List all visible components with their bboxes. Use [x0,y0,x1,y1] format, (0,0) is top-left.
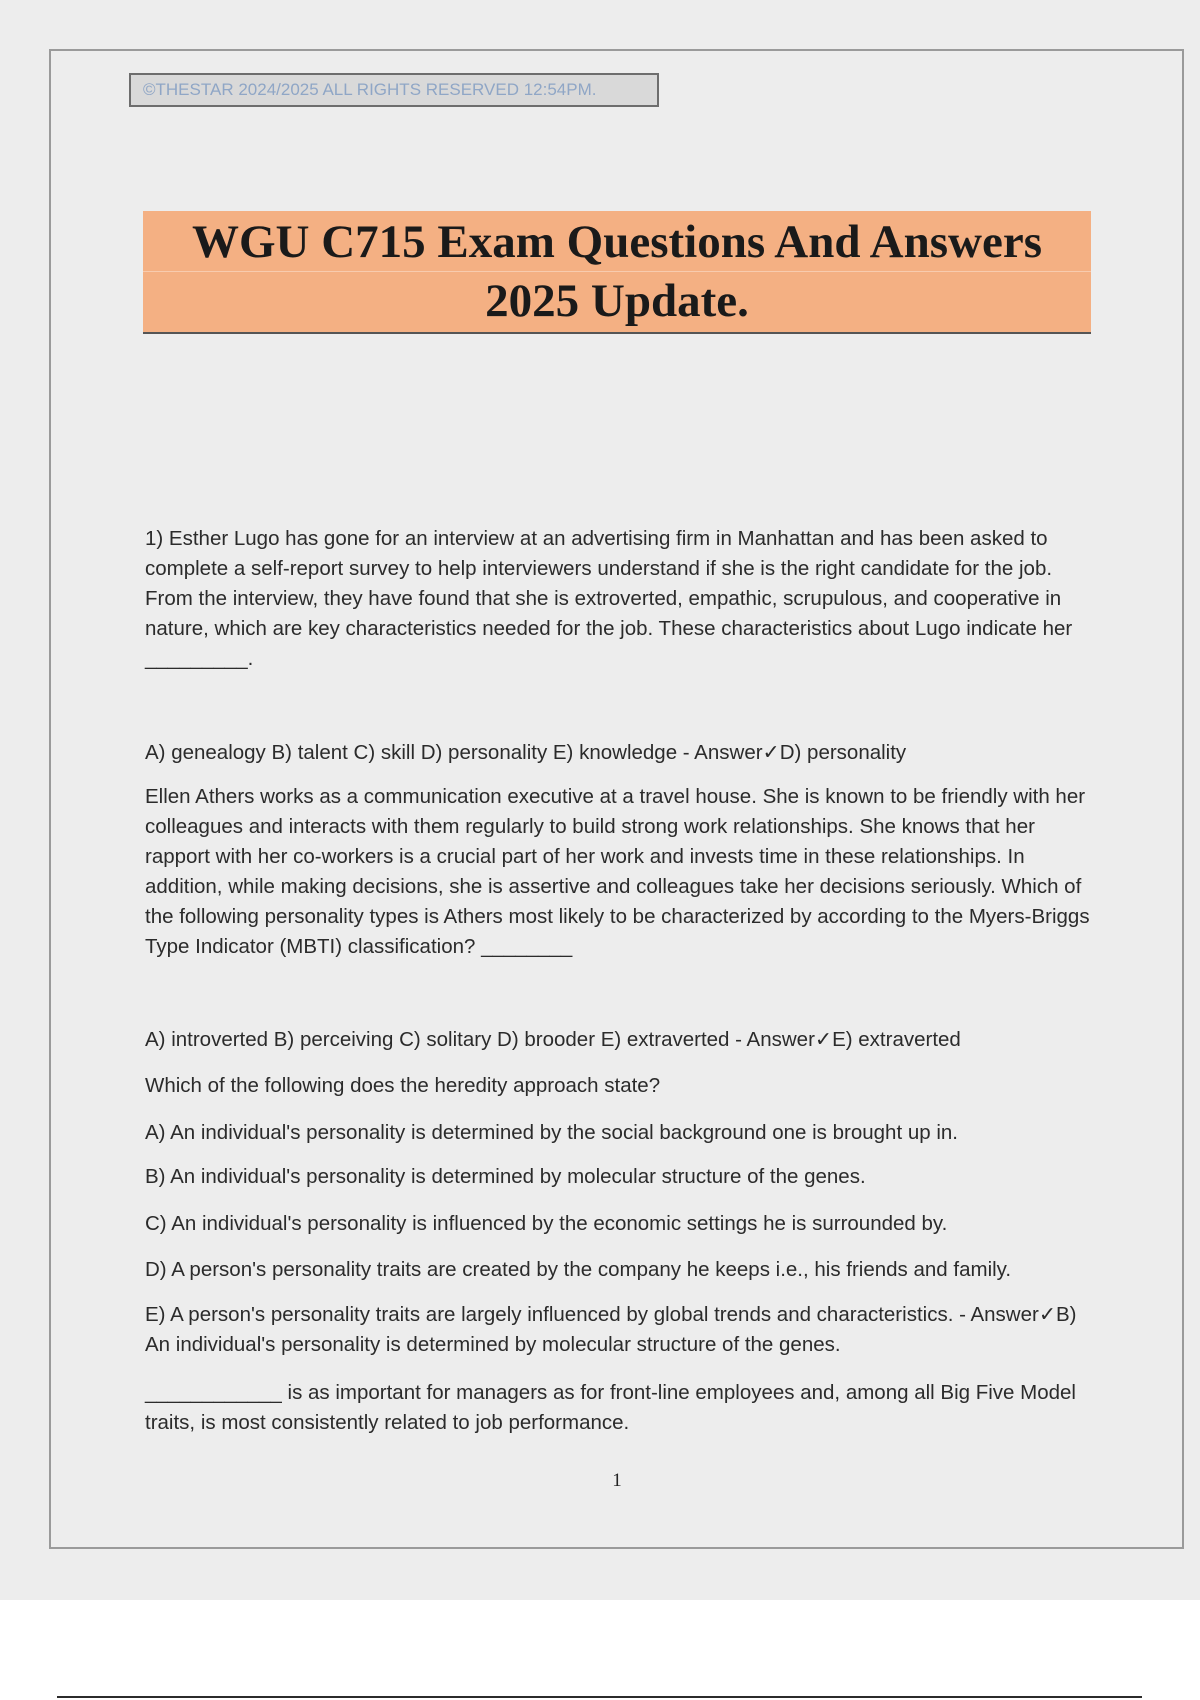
question-4-text: ____________ is as important for managers as for front-line employees and, among all Big Five Model traits, is most consistently related to job performance. [145,1381,1076,1434]
copyright-banner: ©THESTAR 2024/2025 ALL RIGHTS RESERVED 12:54PM. [129,73,659,107]
question-3-option-b: B) An individual's personality is determined by molecular structure of the genes. [145,1165,866,1188]
bottom-rule [57,1696,1142,1698]
title-line-1: WGU C715 Exam Questions And Answers [191,216,1043,268]
question-3-option-e-answer: E) A person's personality traits are largely influenced by global trends and characteristics. - Answer✓B) An individual's personality is determined by molecular structure of the genes. [145,1303,1077,1356]
question-3-option-c: C) An individual's personality is influenced by the economic settings he is surrounded by. [145,1212,948,1235]
question-1-text: 1) Esther Lugo has gone for an interview at an advertising firm in Manhattan and has been asked to complete a self-report survey to help interviewers understand if she is the right candidate for the job. From the interview, they have found that she is extroverted, empathic, scrupulous, and cooperative in nature, which are key characteristics needed for the job. These characteristics about Lugo indicate her _________. [145,527,1073,670]
title-line-2: 2025 Update. [485,275,749,327]
question-3-option-a: A) An individual's personality is determined by the social background one is brought up in. [145,1121,959,1144]
question-2-text: Ellen Athers works as a communication executive at a travel house. She is known to be friendly with her colleagues and interacts with them regularly to build strong work relationships. She knows that her rapport with her co-workers is a crucial part of her work and invests time in these relationships. In addition, while making decisions, she is assertive and colleagues take her decisions seriously. Which of the following personality types is Athers most likely to be characterized by according to the Myers-Briggs Type Indicator (MBTI) classification? ________ [145,785,1090,958]
question-1-options-answer: A) genealogy B) talent C) skill D) personality E) knowledge - Answer✓D) personality [145,741,907,764]
question-3-option-d: D) A person's personality traits are created by the company he keeps i.e., his friends and family. [145,1258,1012,1281]
question-3-text: Which of the following does the heredity approach state? [145,1074,661,1097]
page-number: 1 [612,1470,622,1491]
title-banner [143,211,1091,334]
question-2-options-answer: A) introverted B) perceiving C) solitary D) brooder E) extraverted - Answer✓E) extraverted [145,1028,961,1051]
